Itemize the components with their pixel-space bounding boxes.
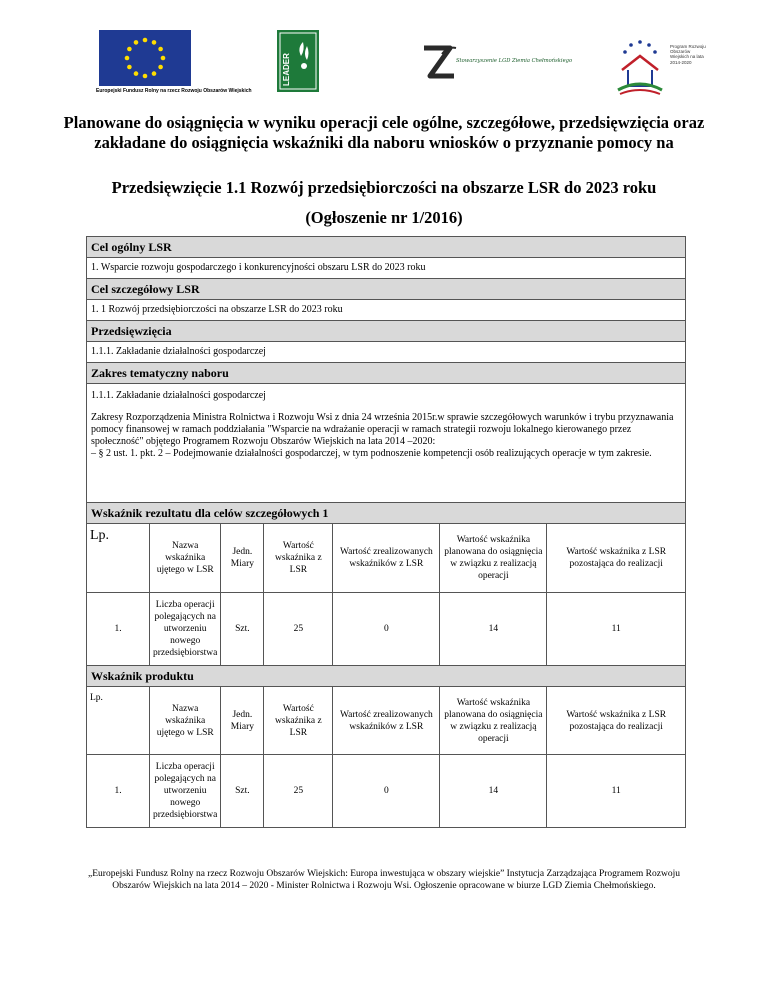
cell-lp: 1.	[87, 755, 150, 828]
col-pozostajaca: Wartość wskaźnika z LSR pozostająca do realizacji	[547, 687, 685, 755]
cell-pozostajaca: 11	[547, 593, 685, 666]
leader-logo	[277, 30, 319, 97]
cel-ogolny-text: 1. Wsparcie rozwoju gospodarczego i konkurencyjności obszaru LSR do 2023 roku	[87, 258, 685, 279]
cell-jedn: Szt.	[221, 593, 264, 666]
col-pozostajaca: Wartość wskaźnika z LSR pozostająca do realizacji	[547, 524, 685, 593]
cel-ogolny-header: Cel ogólny LSR	[87, 237, 685, 258]
prow-caption: Program Rozwoju Obszarów Wiejskich na lata 2014-2020	[670, 44, 706, 65]
footer-text: „Europejski Fundusz Rolny na rzecz Rozwoju Obszarów Wiejskich: Europa inwestująca w obszary wiejskie” Instytucja Zarządzająca Programem Rozwoju Obszarów Wiejskich na lata 2014 – 2020 - Minister Rolnictwa i Rozwoju Wsi. Ogłoszenie opracowane w biurze LGD Ziemia Chełmońskiego.	[88, 869, 680, 891]
przedsiewziecia-text: 1.1.1. Zakładanie działalności gospodarczej	[87, 342, 685, 363]
cell-nazwa: Liczba operacji polegających na utworzeniu nowego przedsiębiorstwa	[150, 755, 221, 828]
produkt-table	[87, 687, 685, 827]
col-lp: Lp.	[87, 524, 150, 593]
col-jedn: Jedn. Miary	[221, 687, 264, 755]
table-header-row	[87, 687, 685, 755]
col-nazwa: Nazwa wskaźnika ujętego w LSR	[150, 524, 221, 593]
zakres-item: – § 2 ust. 1. pkt. 2 – Podejmowanie działalności gospodarczej, w tym podnoszenie kompetencji osób realizujących operacje w tym zakresie.	[91, 448, 652, 459]
leader-label: LEADER	[282, 53, 291, 86]
cell-lp: 1.	[87, 593, 150, 666]
zakres-line: 1.1.1. Zakładanie działalności gospodarczej	[91, 390, 266, 401]
cell-planowana: 14	[440, 593, 547, 666]
rezultat-header: Wskaźnik rezultatu dla celów szczegółowych 1	[87, 503, 685, 524]
cell-wartosc: 25	[264, 593, 333, 666]
col-zrealizowane: Wartość zrealizowanych wskaźników z LSR	[333, 524, 440, 593]
col-wartosc: Wartość wskaźnika z LSR	[264, 524, 333, 593]
col-jedn: Jedn. Miary	[221, 524, 264, 593]
prow-logo-icon	[612, 36, 668, 98]
col-nazwa: Nazwa wskaźnika ujętego w LSR	[150, 687, 221, 755]
rezultat-table	[87, 524, 685, 665]
eu-flag-icon	[99, 30, 191, 86]
cell-jedn: Szt.	[221, 755, 264, 828]
lgd-logo	[420, 40, 573, 89]
cell-pozostajaca: 11	[547, 755, 685, 828]
cel-szczegolowy-text: 1. 1 Rozwój przedsiębiorczości na obszarze LSR do 2023 roku	[87, 300, 685, 321]
table-row	[87, 593, 685, 666]
przedsiewziecia-header: Przedsięwzięcia	[87, 321, 685, 342]
table-row	[87, 755, 685, 828]
produkt-header: Wskaźnik produktu	[87, 665, 685, 687]
col-wartosc: Wartość wskaźnika z LSR	[264, 687, 333, 755]
zakres-paragraph: Zakresy Rozporządzenia Ministra Rolnictwa i Rozwoju Wsi z dnia 24 września 2015r.w sprawie szczegółowych warunków i trybu przyznawania pomocy finansowej w ramach poddziałania "Wsparcie na wdrażanie operacji w ramach strategii rozwoju lokalnego kierowanego przez społeczność" objętego Programem Rozwoju Obszarów Wiejskich na lata 2014 –2020:	[91, 412, 674, 447]
col-planowana: Wartość wskaźnika planowana do osiągnięcia w związku z realizacją operacji	[440, 524, 547, 593]
cell-wartosc: 25	[264, 755, 333, 828]
cell-zrealizowane: 0	[333, 593, 440, 666]
zakres-body	[87, 384, 685, 503]
prow-logo	[612, 36, 706, 103]
eu-logo	[96, 30, 252, 94]
cell-nazwa: Liczba operacji polegających na utworzeniu nowego przedsiębiorstwa	[150, 593, 221, 666]
zakres-header: Zakres tematyczny naboru	[87, 363, 685, 384]
col-planowana: Wartość wskaźnika planowana do osiągnięcia w związku z realizacją operacji	[440, 687, 547, 755]
logo-bar	[0, 26, 768, 116]
table-header-row	[87, 524, 685, 593]
col-zrealizowane: Wartość zrealizowanych wskaźników z LSR	[333, 687, 440, 755]
document-title: Planowane do osiągnięcia w wyniku operacji cele ogólne, szczegółowe, przedsięwzięcia oraz zakładane do osiągnięcia wskaźniki dla naboru wniosków o przyznanie pomocy na	[63, 113, 705, 152]
cel-szczegolowy-header: Cel szczegółowy LSR	[87, 279, 685, 300]
lgd-label: Stowarzyszenie LGD Ziemia Chełmońskiego	[456, 58, 573, 64]
eu-caption: Europejski Fundusz Rolny na rzecz Rozwoju Obszarów Wiejskich	[96, 88, 252, 94]
form-table	[86, 236, 686, 828]
leader-logo-icon	[277, 30, 319, 92]
cell-planowana: 14	[440, 755, 547, 828]
notice-number: (Ogłoszenie nr 1/2016)	[305, 208, 463, 227]
cell-zrealizowane: 0	[333, 755, 440, 828]
col-lp: Lp.	[87, 687, 150, 755]
lgd-logo-icon	[420, 40, 573, 84]
document-subtitle: Przedsięwzięcie 1.1 Rozwój przedsiębiorczości na obszarze LSR do 2023 roku	[111, 178, 657, 197]
